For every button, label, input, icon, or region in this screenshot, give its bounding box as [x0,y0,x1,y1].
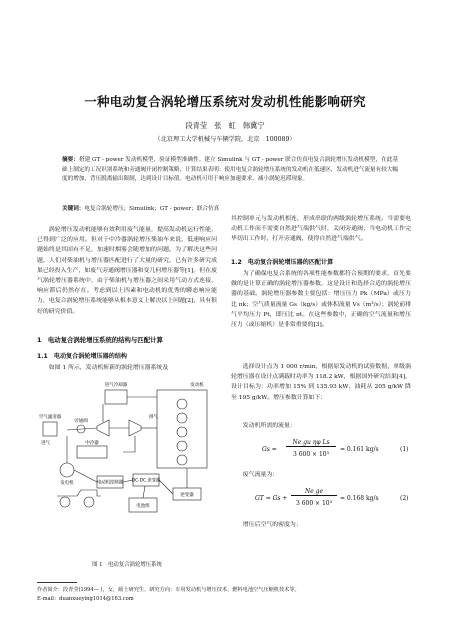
intercooler-box [77,446,107,458]
footnote-rule [37,582,77,583]
diagram-label-inverter: 逆变器 [180,493,194,498]
abstract [62,156,398,185]
subsection-heading-1-1: 1.1 电动复合涡轮增压器的结构 [37,353,128,360]
eq1-lhs: Gs = [262,446,277,453]
figure-1-diagram [37,378,217,533]
right-paragraph-6: 增压后空气的密度为： [242,522,302,528]
intake-cooler-box [105,390,127,404]
diagram-label-generator: 发电机 [60,481,74,486]
diagram-label-dcdc: DC-DC 逆变器 [131,478,161,484]
diagram-label-engine: 发动机 [190,383,204,388]
eq1-number: (1) [400,446,409,453]
turbine-shape [129,420,141,436]
right-paragraph-3: 选择设计点为 1 000 r/min，根据原发动机的试验数据，单级涡轮增压器在设计点满载时功率为 118.2 kW，根据国外研究结果[4]，设计目标为：功率增加 15% 到 135.93 kW，油耗从 205 g/kW 降至 195 g/kW。增压参数计算如下： [231,364,411,401]
right-paragraph-5: 废气流量为： [242,472,279,478]
air-filter-box [43,422,57,436]
wheel-right [84,497,94,507]
eq1-denominator: 3 600 × 10³ [292,451,330,458]
keywords-text: 电复合涡轮增压；Simulink；GT - power；联合仿真 [84,206,220,212]
eq1-numerator: Ne gu ηφ Ls [286,439,336,447]
affiliation: （北京理工大学机械与车辆学院，北京 100089） [154,136,296,143]
right-paragraph-4: 发动机所需的流量： [242,423,296,429]
eq2-numerator: Ne ge [291,488,337,496]
diagram-label-bypass: 旁通阀 [74,419,88,424]
equation-2 [255,487,412,513]
diagram-label-motor-controller: 电动机控制器 [97,480,123,486]
diagram-label-intake-cooler: 进气冷却器 [104,383,128,388]
eq2-result: = 0.168 kg/s [340,495,379,502]
keywords-label: 关键词： [62,206,85,212]
figure-1-caption: 图 1 电动复合涡轮增压系统 [92,562,162,568]
diagram-label-battery: 电池组 [136,504,150,509]
paper-title: 一种电动复合涡轮增压系统对发动机性能影响研究 [84,94,366,109]
compressor-shape [97,420,109,436]
abstract-text: 搭建 GT - power 发动机模型，验证模型准确性。建立 Simulink 与 GT - power 联合仿真电复合涡轮增压发动机模型，在此基础上制定的工况识别系统和旁通阀开闭控制策略，计算结果表明：使用电复合涡轮增压系统的发动机在低速区，发动机进气流量有较大幅度的增加，背压脱离输出限制，达到设计目标值。电动机可用于响应加速要求，减小涡轮迟滞现象。 [62,157,398,183]
left-paragraph-2: 如图 1 所示，发动机斩新的涡轮增压器系统及 [48,365,169,371]
footnote-author: 作者简介：段青莹(1994— )，女，硕士研究生，研究方向：车用发动机与增压技术、燃料电池空气压缩机技术等。 [37,587,300,593]
footnote-email: E-mail：duanxueying1014@163.com [37,596,134,602]
eq2-lhs: GT = Gs + [255,495,288,502]
engine-block [157,390,207,468]
generator-circle [60,463,74,477]
diagram-label-intercooler: 中冷器 [85,441,99,446]
diagram-label-air-filter: 空气滤清器 [38,415,62,420]
left-paragraph-1: 涡轮增压发动机能够有效利用废气能量，提高发动机运行性能，已得到广泛的应用。但对于中冷器涡轮增压柴油车来说，低速响应问题始终是其固有不足，加速时烟雾会随增加的问题。为了解决这些问题，人们对柴油机与增压器匹配进行了大量的研究，已有许多研究成果已经投入生产，如废气旁通阀增压器和变几何增压器等[1]。但在废气涡轮增压器系统中，由于柴油机与增压器之间采用气动方式连接，响应滞后仍然存在。考虑到以上四素和电动机的优秀的瞬态响应能力，电复合涡轮增压系统能够从根本意义上解决以上问题[2]，具有很好的研究价值。 [37,227,217,315]
right-paragraph-2: 为了确保电复合系统的各项性能参数都符合预期的要求，首先要做的是计算正确的涡轮增压器参数，这是设计和选择合适的涡轮增压器的基础。涡轮增压器参数主要包括：增压压力 Pk（MPa）或压力比 πk；空气质量流量 Gs（kg/s）或体积流量 Vs（m³/s）；涡轮前排气平均压力 Pt，即压比 πt。在这些参数中，正确的空气流量和增压压力（或压缩机）是非常重要的[3]。 [231,271,412,329]
authors: 段青莹 张 虹 韩冀宁 [185,121,265,130]
cylinders [177,399,187,465]
eq2-number: (2) [400,495,409,502]
diagram-label-intake: 进气 [41,441,50,446]
equation-1 [262,438,412,464]
eq2-denominator: 3 600 × 10³ [295,500,333,507]
drive-line [57,490,101,496]
wheel-left [60,497,70,507]
right-paragraph-1: 其控制单元与发动机相连，形成串联的两级涡轮增压系统。当需要电动机工作而不需要自然进气端供气时，关闭旁通阀；当电动机工作完毕切出工作时，打开旁通阀，使得自然进气端供气。 [231,216,411,243]
subsection-heading-1-2: 1.2 电动复合涡轮增压器的匹配计算 [231,259,334,266]
eq1-result: = 0.161 kg/s [340,446,379,453]
keywords [62,204,398,212]
abstract-label: 摘要： [62,157,79,163]
diagram-label-exhaust: 排气 [149,415,158,420]
section-heading-1: 1 电动复合涡轮增压系统的结构与匹配计算 [37,336,163,344]
